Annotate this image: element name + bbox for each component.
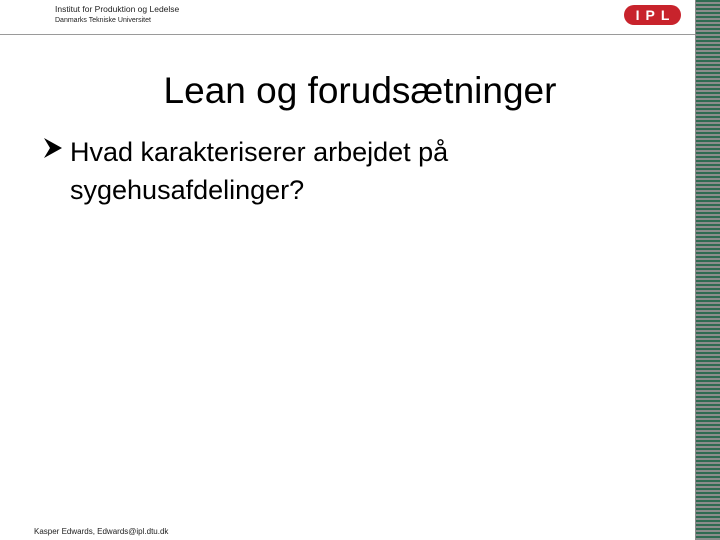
arrow-bullet-icon	[42, 136, 66, 160]
footer-author: Kasper Edwards, Edwards@ipl.dtu.dk	[34, 527, 169, 536]
university-name: Danmarks Tekniske Universitet	[55, 17, 151, 24]
institute-name: Institut for Produktion og Ledelse	[55, 4, 180, 14]
ipl-logo-icon: IPL	[624, 5, 681, 25]
header-divider	[0, 34, 695, 35]
bullet-item: Hvad karakteriserer arbejdet på sygehusafdelinger?	[70, 137, 449, 205]
slide-title: Lean og forudsætninger	[163, 70, 557, 111]
